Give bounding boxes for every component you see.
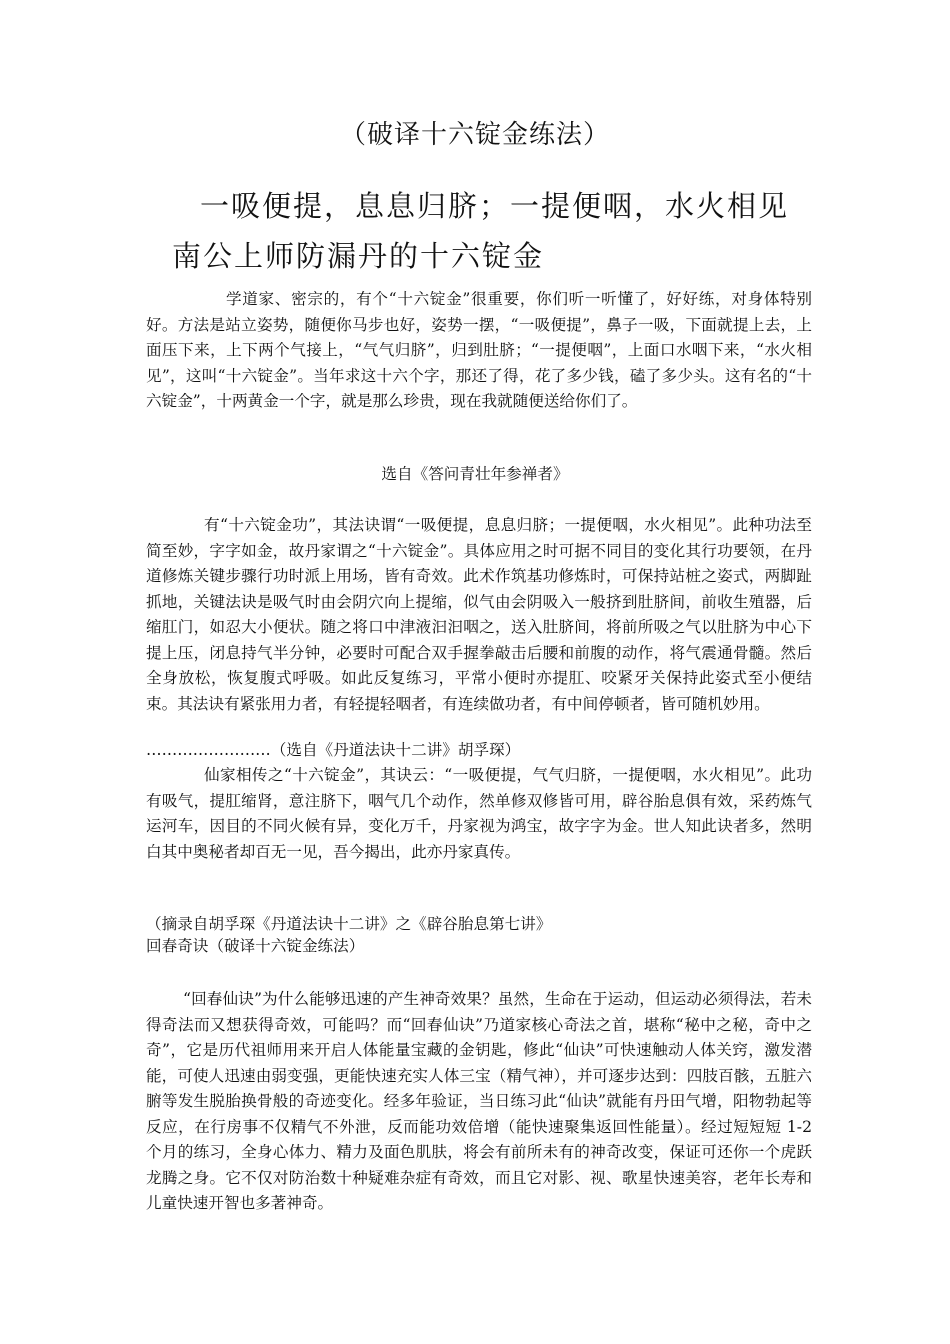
source-citation-1: 选自《答问青壮年参禅者》 (381, 465, 569, 483)
citation-text: （选自《丹道法诀十二讲》胡孚琛） (270, 741, 521, 759)
document-title: （破译十六锭金练法） (339, 120, 610, 150)
section-heading: 回春奇诀（破译十六锭金练法） (146, 937, 365, 955)
paragraph-intro: 学道家、密宗的，有个“十六锭金”很重要，你们听一听懂了，好好练，对身体特别好。方法是站立姿势，随便你马步也好，姿势一摆，“一吸便提”，鼻子一吸，下面就提上去，上面压下来，上下两个气接上，“气气归脐”，归到肚脐；“一提便咽”，上面口水咽下来，“水火相见”，这叫“十六锭金”。当年求这十六个字，那还了得，花了多少钱，磕了多少头。这有名的“十六锭金”，十两黄金一个字，就是那么珍贵，现在我就随便送给你们了。 (146, 290, 812, 410)
paragraph-method: 有“十六锭金功”，其法诀谓“一吸便提，息息归脐；一提便咽，水火相见”。此种功法至简至妙，字字如金，故丹家谓之“十六锭金”。具体应用之时可据不同目的变化其行功要领，在丹道修炼关键步骤行功时派上用场，皆有奇效。此术作筑基功修炼时，可保持站桩之姿式，两脚趾抓地，关键法诀是吸气时由会阴穴向上提缩，似气由会阴吸入一般挤到肚脐间，前收生殖器，后缩肛门，如忍大小便状。随之将口中津液汩汩咽之，送入肚脐间，将前所吸之气以肚脐为中心下提上压，闭息持气半分钟，必要时可配合双手握拳敲击后腰和前腹的动作，将气震通骨髓。然后全身放松，恢复腹式呼吸。如此反复练习，平常小便时亦提肛、咬紧牙关保持此姿式至小便结束。其法诀有紧张用力者，有轻提轻咽者，有连续做功者，有中间停顿者，皆可随机妙用。 (146, 516, 812, 713)
citation-dots: …………………… (146, 741, 271, 759)
paragraph-tradition: 仙家相传之“十六锭金”，其诀云：“一吸便提，气气归脐，一提便咽，水火相见”。此功有吸气，提肛缩肾，意注脐下，咽气几个动作，然单修双修皆可用，辟谷胎息俱有效，采药炼气运河车，因目的不同火候有异，变化万千，丹家视为鸿宝，故字字为金。世人知此诀者多，然明白其中奥秘者却百无一见，吾今揭出，此亦丹家真传。 (146, 766, 812, 861)
heading-formula: 一吸便提，息息归脐；一提便咽，水火相见 (200, 189, 790, 223)
heading-subtitle: 南公上师防漏丹的十六锭金 (172, 239, 545, 273)
paragraph-rejuvenation: “回春仙诀”为什么能够迅速的产生神奇效果？虽然，生命在于运动，但运动必须得法，若未得奇法而又想获得奇效，可能吗？而“回春仙诀”乃道家核心奇法之首，堪称“秘中之秘，奇中之奇”，它是历代祖师用来开启人体能量宝藏的金钥匙，修此“仙诀”可快速触动人体关窍，激发潜能，可使人迅速由弱变强，更能快速充实人体三宝（精气神），并可逐步达到：四肢百骸，五脏六腑等发生脱胎换骨般的奇迹变化。经多年验证，当日练习此“仙诀”就能有丹田气增，阳物勃起等反应，在行房事不仅精气不外泄，反而能功效倍增（能快速聚集返回性能量）。经过短短短 1-2 个月的练习，全身心体力、精力及面色肌肤，将会有前所未有的神奇改变，保证可还你一个虎跃龙腾之身。它不仅对防治数十种疑难杂症有奇效，而且它对影、视、歌星快速美容，老年长寿和儿童快速开智也多著神奇。 (146, 990, 812, 1212)
source-citation-3: （摘录自胡孚琛《丹道法诀十二讲》之《辟谷胎息第七讲》 (146, 915, 552, 933)
source-citation-2 (146, 738, 520, 760)
